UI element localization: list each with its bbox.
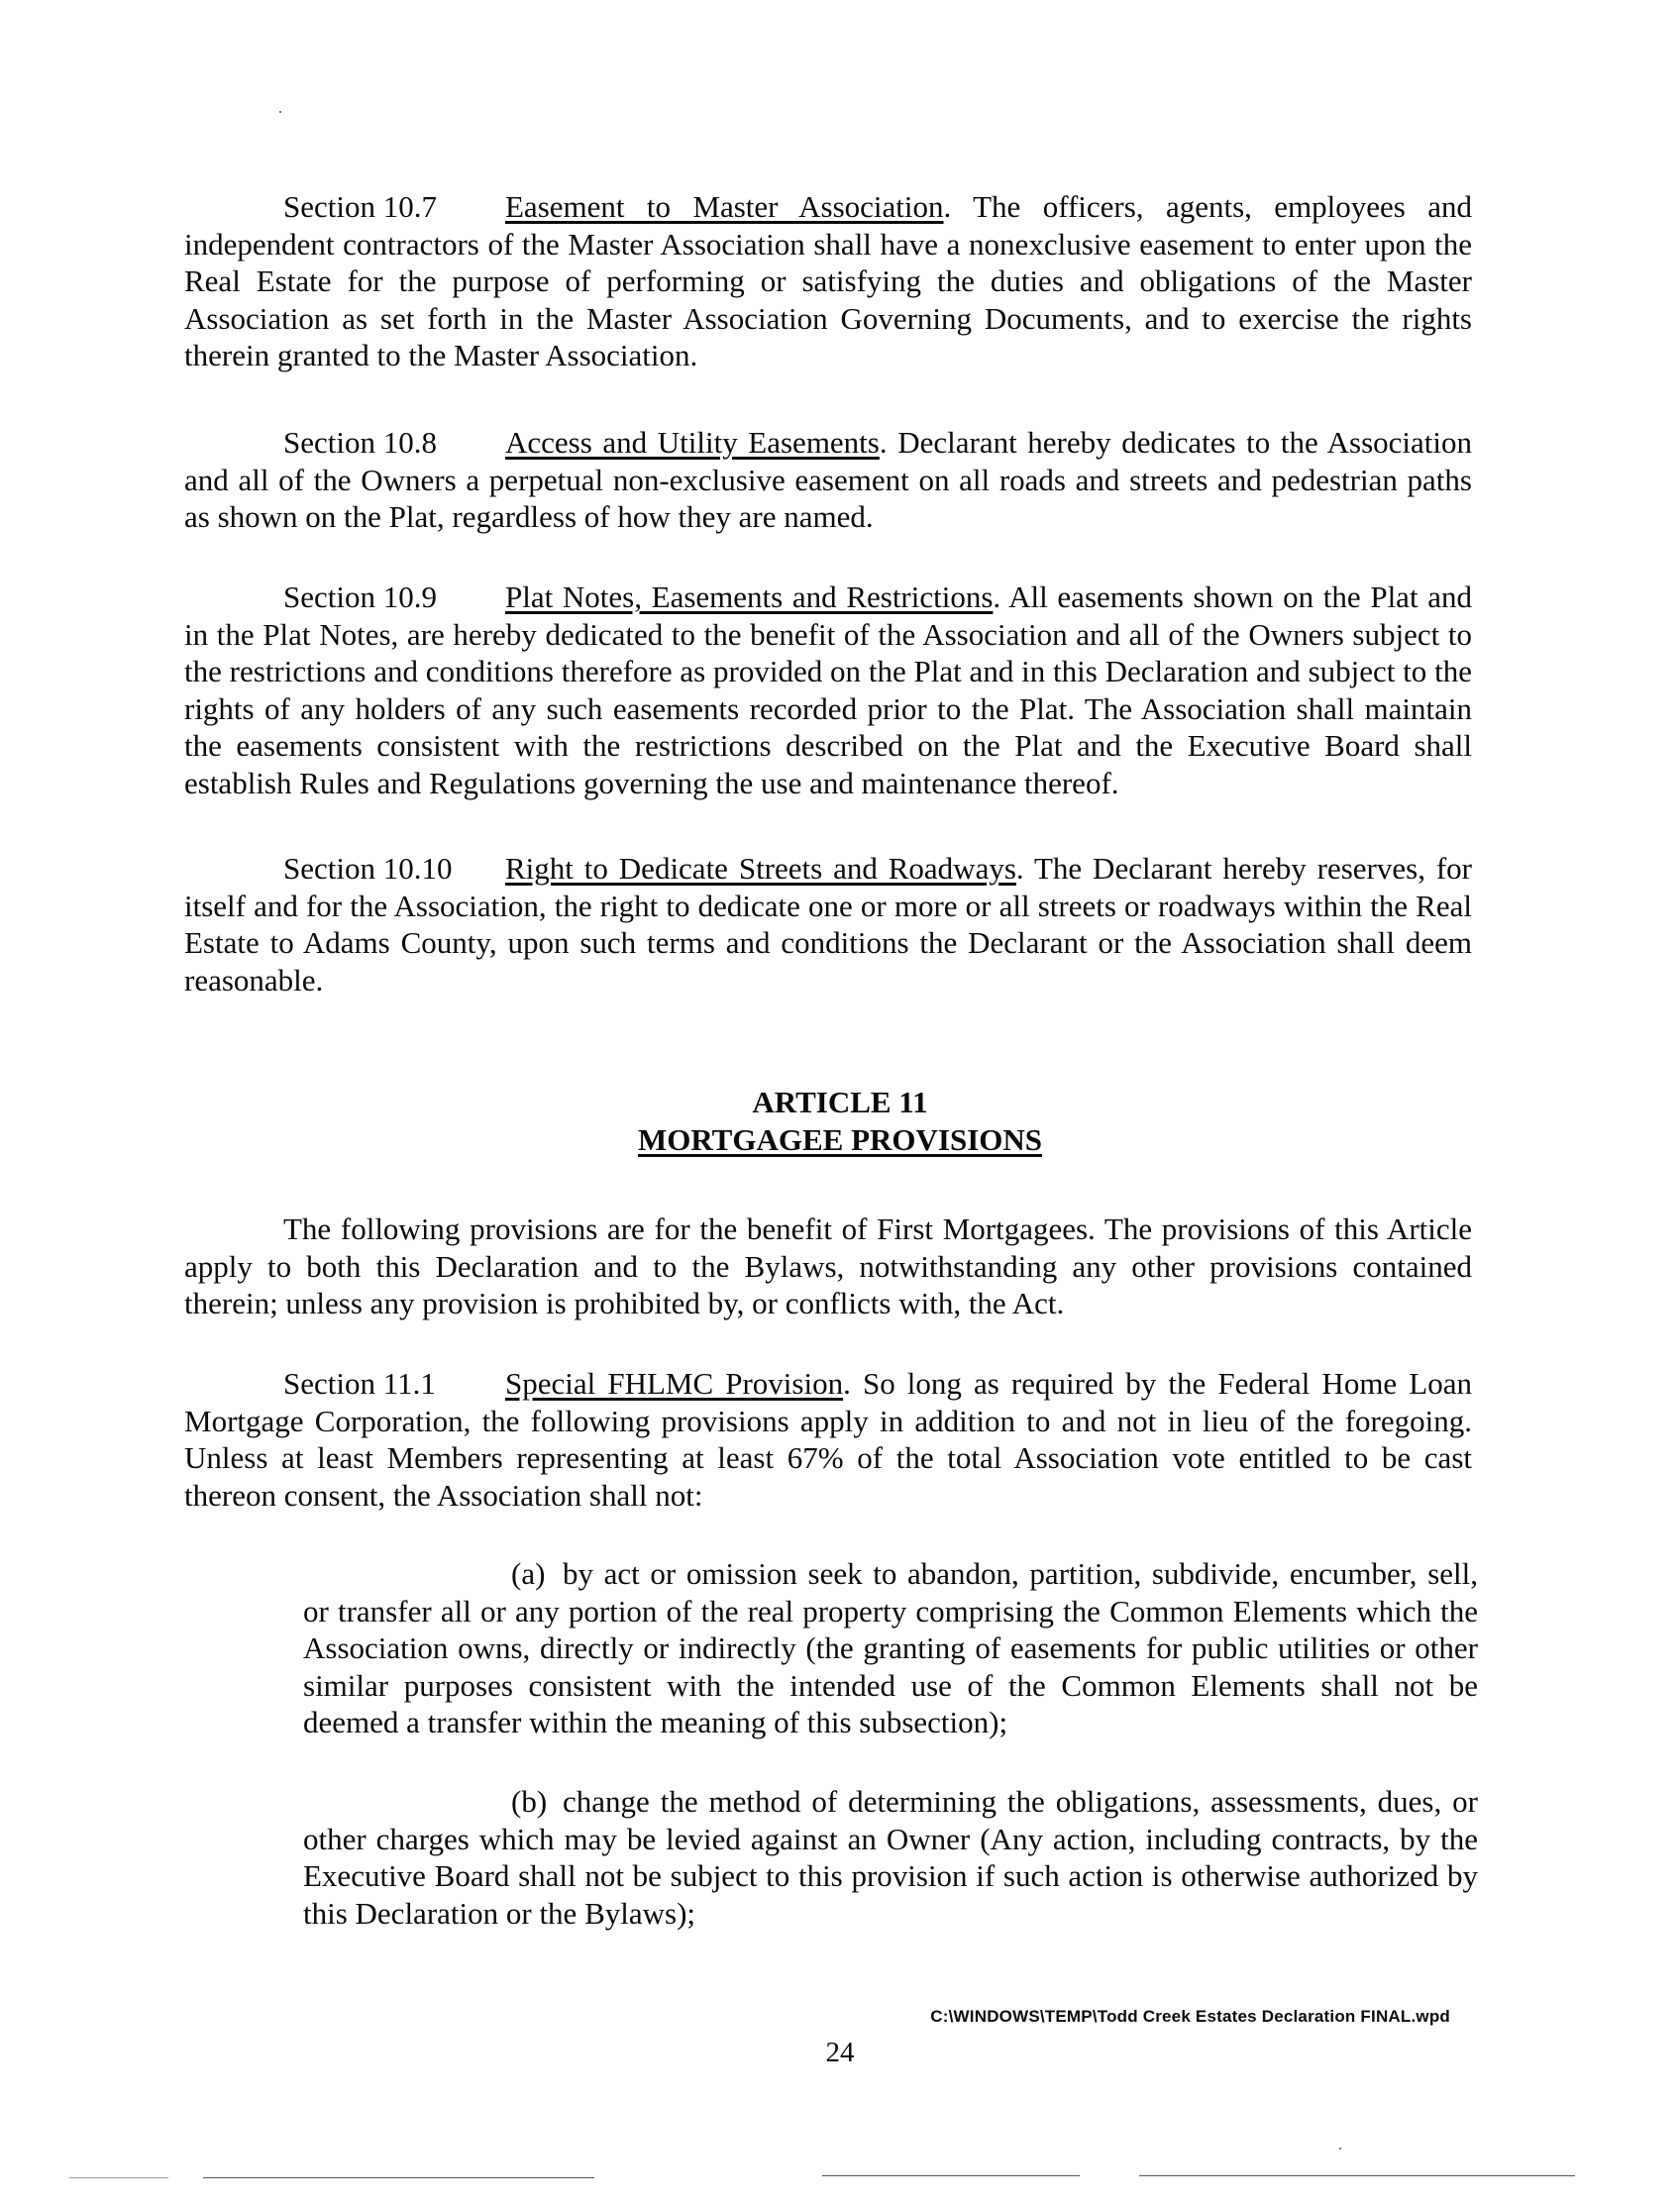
section-title: Plat Notes, Easements and Restrictions bbox=[505, 579, 994, 614]
section-body: . The officers, agents, employees and independent contractors of the Master Association shall have a nonexclusive easement to enter upon the Real Estate for the purpose of performing or satisfying the duties and obligations of the Master Association as set forth in the Master Association Governing Documents, and to exercise the rights therein granted to the Master Association. bbox=[184, 189, 1472, 372]
scan-artifact bbox=[69, 2177, 168, 2178]
section-title: Access and Utility Easements bbox=[505, 425, 880, 460]
section-body: . The Declarant hereby reserves, for itself and for the Association, the right to dedicate one or more or all streets or roadways within the Real Estate to Adams County, upon such terms and conditions the Declarant or the Association shall deem reasonable. bbox=[184, 851, 1472, 998]
subsection-marker: (a) bbox=[511, 1556, 546, 1591]
section-label: Section 10.8 bbox=[283, 425, 437, 460]
subsection-a bbox=[303, 1555, 1478, 1741]
subsection-marker: (b) bbox=[511, 1784, 548, 1819]
section-10-10 bbox=[184, 850, 1472, 998]
section-10-8 bbox=[184, 424, 1472, 536]
section-label: Section 11.1 bbox=[283, 1366, 436, 1401]
page-number: 24 bbox=[825, 2037, 855, 2068]
article-intro bbox=[184, 1210, 1472, 1322]
section-body: . All easements shown on the Plat and in the Plat Notes, are hereby dedicated to the benefit of the Association and all of the Owners subject to the restrictions and conditions therefore as provided on the Plat and in this Declaration and subject to the rights of any holders of any such easements recorded prior to the Plat. The Association shall maintain the easements consistent with the restrictions described on the Plat and the Executive Board shall establish Rules and Regulations governing the use and maintenance thereof. bbox=[184, 579, 1472, 800]
section-body: . So long as required by the Federal Home Loan Mortgage Corporation, the following provisions apply in addition to and not in lieu of the foregoing. Unless at least Members representing at least 67% of the total Association vote entitled to be cast thereon consent, the Association shall not: bbox=[184, 1366, 1472, 1513]
article-intro-text: The following provisions are for the benefit of First Mortgagees. The provisions of this Article apply to both this Declaration and to the Bylaws, notwithstanding any other provisions contained therein; unless any provision is prohibited by, or conflicts with, the Act. bbox=[184, 1211, 1472, 1320]
scan-artifact bbox=[822, 2175, 1080, 2176]
section-11-1 bbox=[184, 1365, 1472, 1514]
section-title: Special FHLMC Provision bbox=[505, 1366, 844, 1401]
section-label: Section 10.10 bbox=[283, 851, 453, 886]
section-10-9 bbox=[184, 578, 1472, 801]
section-label: Section 10.9 bbox=[283, 579, 437, 614]
section-title: Right to Dedicate Streets and Roadways bbox=[505, 851, 1016, 886]
scan-artifact bbox=[1139, 2175, 1575, 2176]
subsection-b bbox=[303, 1783, 1478, 1932]
scan-artifact bbox=[203, 2177, 594, 2178]
article-number: ARTICLE 11 bbox=[752, 1085, 928, 1119]
scan-artifact bbox=[279, 111, 281, 113]
section-body: . Declarant hereby dedicates to the Association and all of the Owners a perpetual non-exclusive easement on all roads and streets and pedestrian paths as shown on the Plat, regardless of how they are named. bbox=[184, 425, 1472, 534]
article-title: MORTGAGEE PROVISIONS bbox=[638, 1122, 1042, 1157]
scan-artifact bbox=[1339, 2148, 1341, 2150]
subsection-text: change the method of determining the obligations, assessments, dues, or other charges which may be levied against an Owner (Any action, including contracts, by the Executive Board shall not be subject to this provision if such action is otherwise authorized by this Declaration or the Bylaws); bbox=[303, 1784, 1478, 1931]
section-10-7 bbox=[184, 188, 1472, 374]
footer-file-path: C:\WINDOWS\TEMP\Todd Creek Estates Declaration FINAL.wpd bbox=[930, 2007, 1450, 2026]
section-title: Easement to Master Association bbox=[505, 189, 944, 224]
subsection-text: by act or omission seek to abandon, partition, subdivide, encumber, sell, or transfer all or any portion of the real property comprising the Common Elements which the Association owns, directly or indirectly (the granting of easements for public utilities or other similar purposes consistent with the intended use of the Common Elements shall not be deemed a transfer within the meaning of this subsection); bbox=[303, 1556, 1478, 1739]
section-label: Section 10.7 bbox=[283, 189, 437, 224]
article-heading bbox=[0, 1084, 1680, 1159]
